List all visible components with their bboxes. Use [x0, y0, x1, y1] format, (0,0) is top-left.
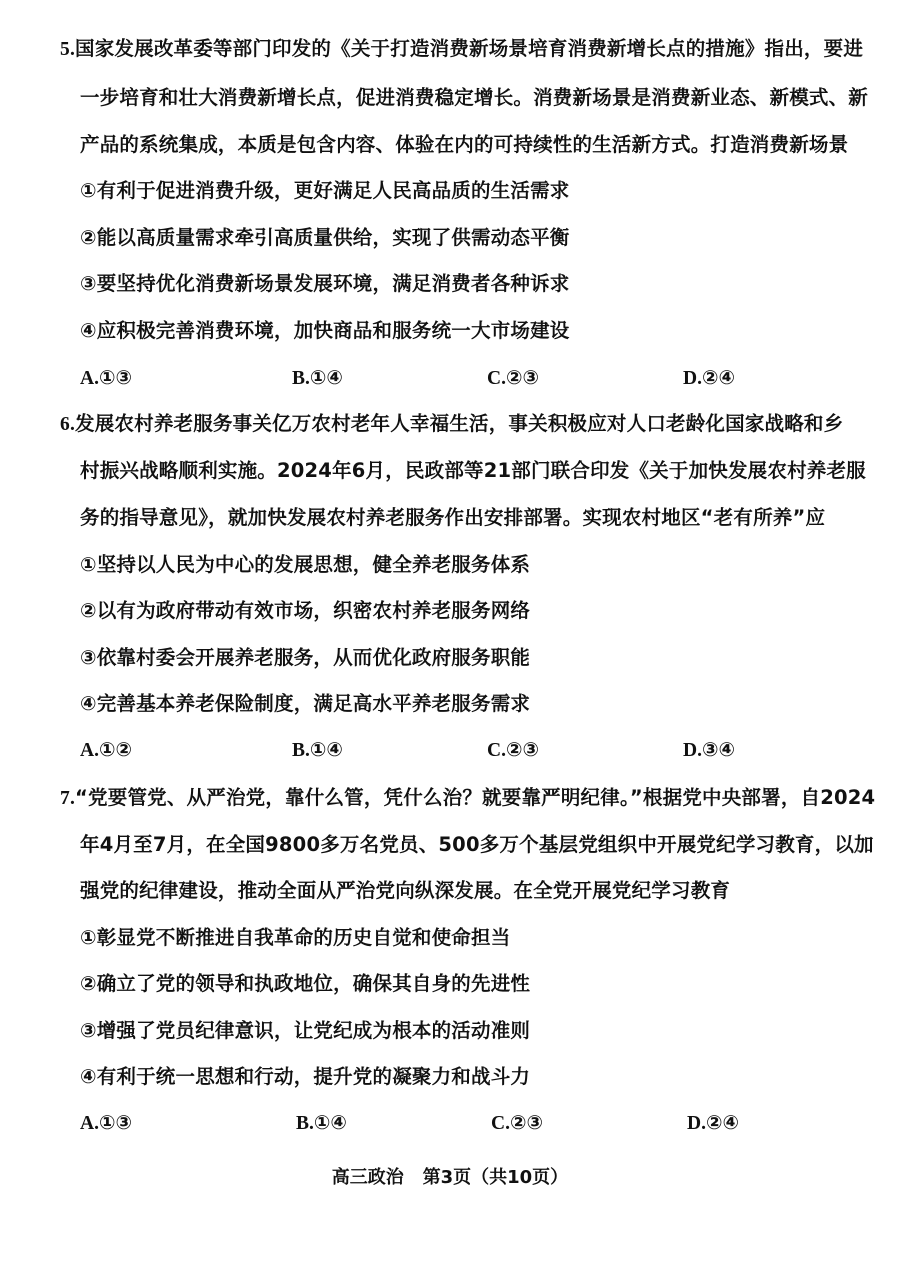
- question-5-option-d[interactable]: D.②④: [683, 366, 735, 389]
- question-6-stem-1: 发展农村养老服务事关亿万农村老年人幸福生活，事关积极应对人口老龄化国家战略和乡: [75, 412, 844, 435]
- question-7-statement-3: ③增强了党员纪律意识，让党纪成为根本的活动准则: [80, 1019, 531, 1042]
- question-5-option-c[interactable]: C.②③: [487, 366, 539, 389]
- question-5-stem-3: 产品的系统集成，本质是包含内容、体验在内的可持续性的生活新方式。打造消费新场景: [80, 133, 849, 156]
- question-7-line-1: [60, 784, 875, 813]
- question-5-line-1: [60, 35, 863, 64]
- question-6-stem-3: 务的指导意见》，就加快发展农村养老服务作出安排部署。实现农村地区“老有所养”应: [80, 506, 826, 529]
- question-6-statement-3: ③依靠村委会开展养老服务，从而优化政府服务职能: [80, 646, 531, 669]
- question-6-number: 6.: [60, 414, 76, 435]
- question-7-option-d[interactable]: D.②④: [687, 1111, 739, 1134]
- question-6-option-d[interactable]: D.③④: [683, 738, 735, 761]
- question-5-number: 5.: [60, 39, 76, 60]
- question-7-statement-4: ④有利于统一思想和行动，提升党的凝聚力和战斗力: [80, 1065, 531, 1088]
- question-5-stem-1: 国家发展改革委等部门印发的《关于打造消费新场景培育消费新增长点的措施》指出，要进: [75, 37, 864, 60]
- question-7-statement-2: ②确立了党的领导和执政地位，确保其自身的先进性: [80, 972, 531, 995]
- footer-page-number: 第3页（共10页）: [422, 1167, 569, 1188]
- question-5-statement-4: ④应积极完善消费环境，加快商品和服务统一大市场建设: [80, 319, 570, 342]
- question-6-option-a[interactable]: A.①②: [80, 738, 132, 761]
- question-6-statement-4: ④完善基本养老保险制度，满足高水平养老服务需求: [80, 692, 531, 715]
- question-7-stem-3: 强党的纪律建设，推动全面从严治党向纵深发展。在全党开展党纪学习教育: [80, 879, 731, 902]
- question-6-statement-2: ②以有为政府带动有效市场，织密农村养老服务网络: [80, 599, 531, 622]
- question-5-statement-2: ②能以高质量需求牵引高质量供给，实现了供需动态平衡: [80, 226, 570, 249]
- question-7-stem-1: “党要管党、从严治党，靠什么管，凭什么治？就要靠严明纪律。”根据党中央部署，自2024: [75, 786, 876, 809]
- question-6-line-1: [60, 410, 843, 439]
- question-5-statement-1: ①有利于促进消费升级，更好满足人民高品质的生活需求: [80, 179, 570, 202]
- question-7-statement-1: ①彰显党不断推进自我革命的历史自觉和使命担当: [80, 926, 511, 949]
- question-6-statement-1: ①坚持以人民为中心的发展思想，健全养老服务体系: [80, 553, 531, 576]
- page-footer: [0, 1165, 900, 1191]
- question-7-option-c[interactable]: C.②③: [491, 1111, 543, 1134]
- question-6-option-b[interactable]: B.①④: [292, 738, 343, 761]
- question-5-stem-2: 一步培育和壮大消费新增长点，促进消费稳定增长。消费新场景是消费新业态、新模式、新: [80, 86, 869, 109]
- question-7-stem-2: 年4月至7月，在全国9800多万名党员、500多万个基层党组织中开展党纪学习教育，以加: [80, 833, 874, 856]
- question-5-option-b[interactable]: B.①④: [292, 366, 343, 389]
- question-7-option-a[interactable]: A.①③: [80, 1111, 132, 1134]
- question-6-stem-2: 村振兴战略顺利实施。2024年6月，民政部等21部门联合印发《关于加快发展农村养老服: [80, 459, 866, 482]
- footer-subject: 高三政治: [331, 1167, 404, 1188]
- question-5-option-a[interactable]: A.①③: [80, 366, 132, 389]
- question-7-number: 7.: [60, 788, 76, 809]
- question-5-statement-3: ③要坚持优化消费新场景发展环境，满足消费者各种诉求: [80, 272, 570, 295]
- question-7-option-b[interactable]: B.①④: [296, 1111, 347, 1134]
- question-6-option-c[interactable]: C.②③: [487, 738, 539, 761]
